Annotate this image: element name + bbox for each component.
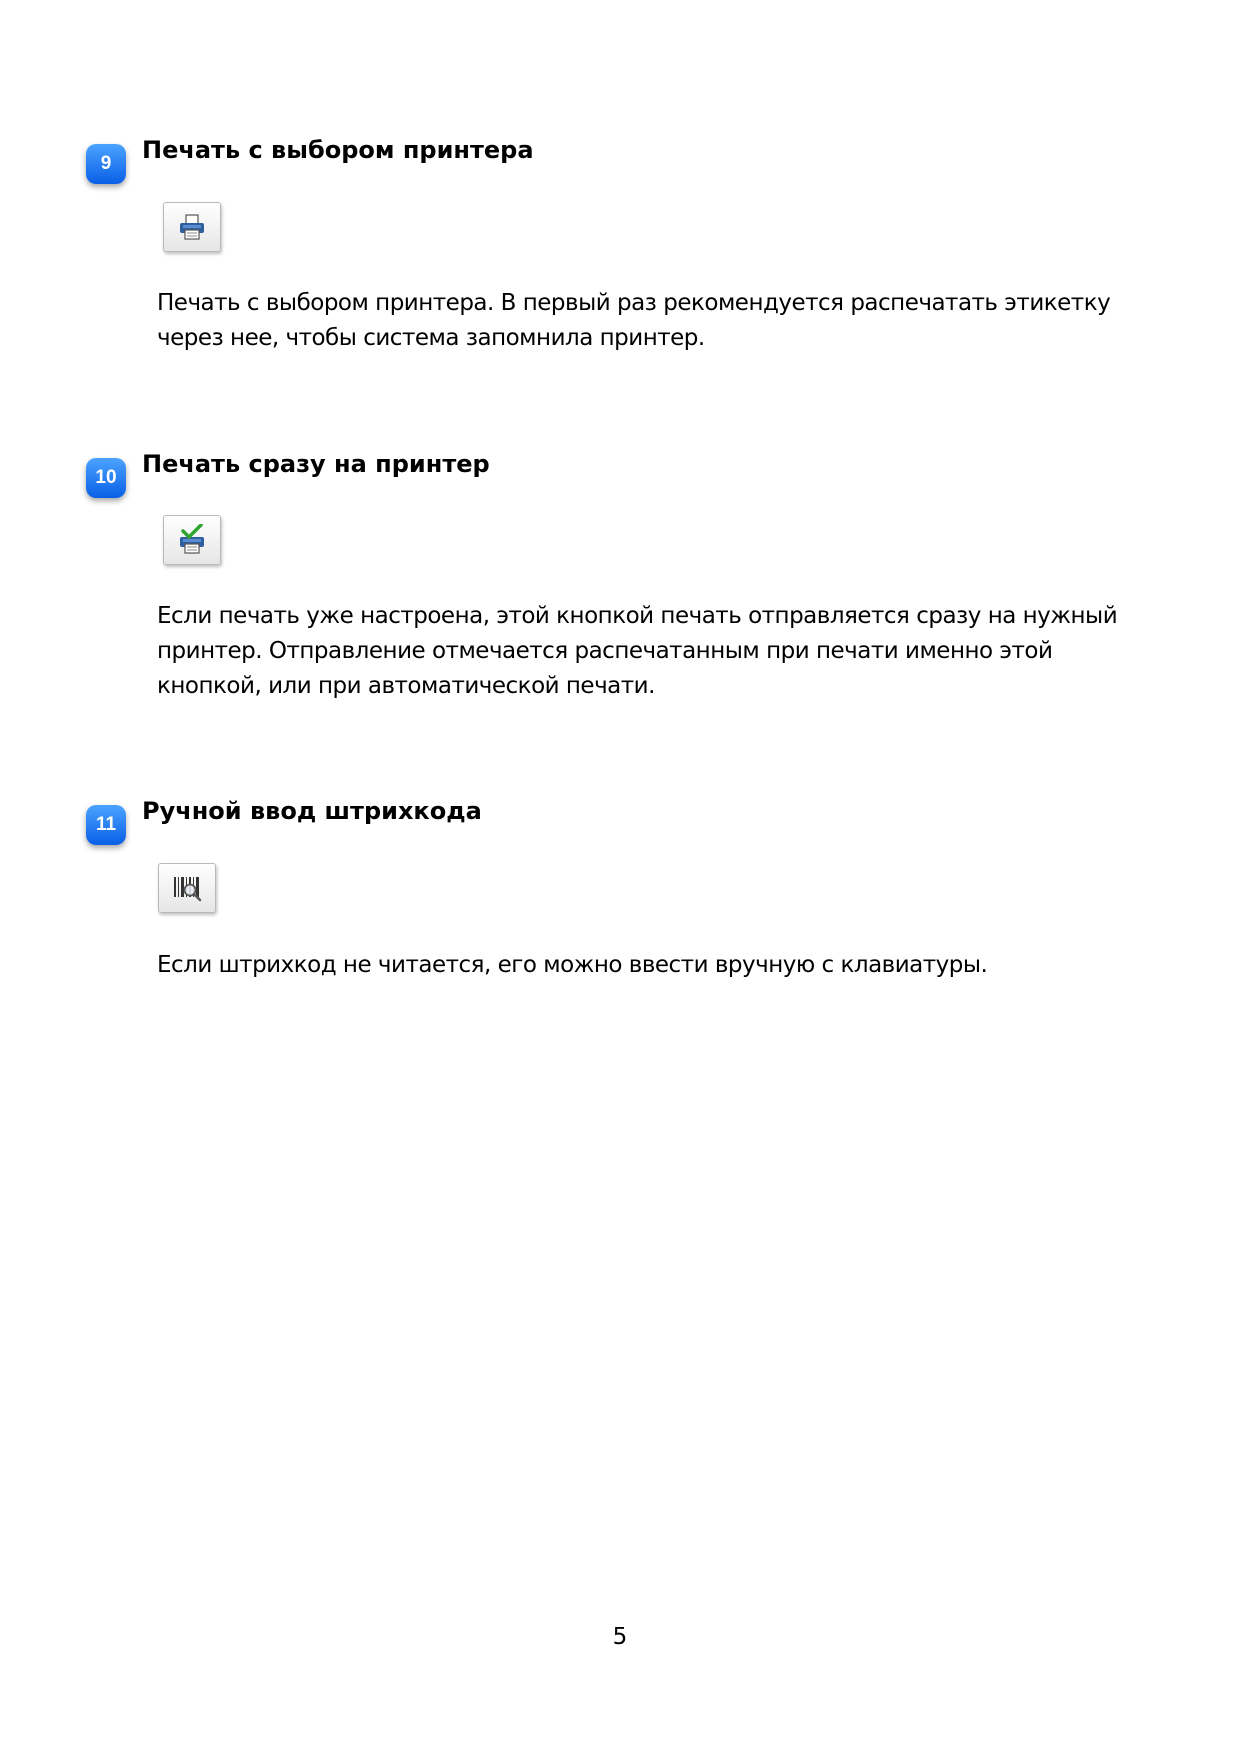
step-badge-9: 9 [86, 144, 126, 184]
print-direct-button[interactable] [163, 515, 221, 565]
section-text-manual-barcode: Если штрихкод не читается, его можно ввести вручную с клавиатуры. [157, 952, 988, 978]
barcode-search-icon [171, 873, 203, 903]
printer-icon [177, 212, 207, 242]
section-text-print-select: Печать с выбором принтера. В первый раз рекомендуется распечатать этикетку через нее, чтобы система запомнила принтер. [157, 290, 1111, 351]
section-text-print-direct: Если печать уже настроена, этой кнопкой печать отправляется сразу на нужный принтер. Отправление отмечается распечатанным при печати именно этой кнопкой, или при автоматической печати. [157, 603, 1118, 699]
printer-check-icon [177, 524, 207, 556]
section-heading-print-select: Печать с выбором принтера [142, 136, 534, 164]
section-heading-manual-barcode: Ручной ввод штрихкода [142, 797, 482, 825]
step-badge-10: 10 [86, 458, 126, 498]
manual-barcode-button[interactable] [158, 863, 216, 913]
page-number: 5 [612, 1624, 628, 1650]
section-heading-print-direct: Печать сразу на принтер [142, 450, 490, 478]
step-badge-11: 11 [86, 805, 126, 845]
print-select-button[interactable] [163, 202, 221, 252]
